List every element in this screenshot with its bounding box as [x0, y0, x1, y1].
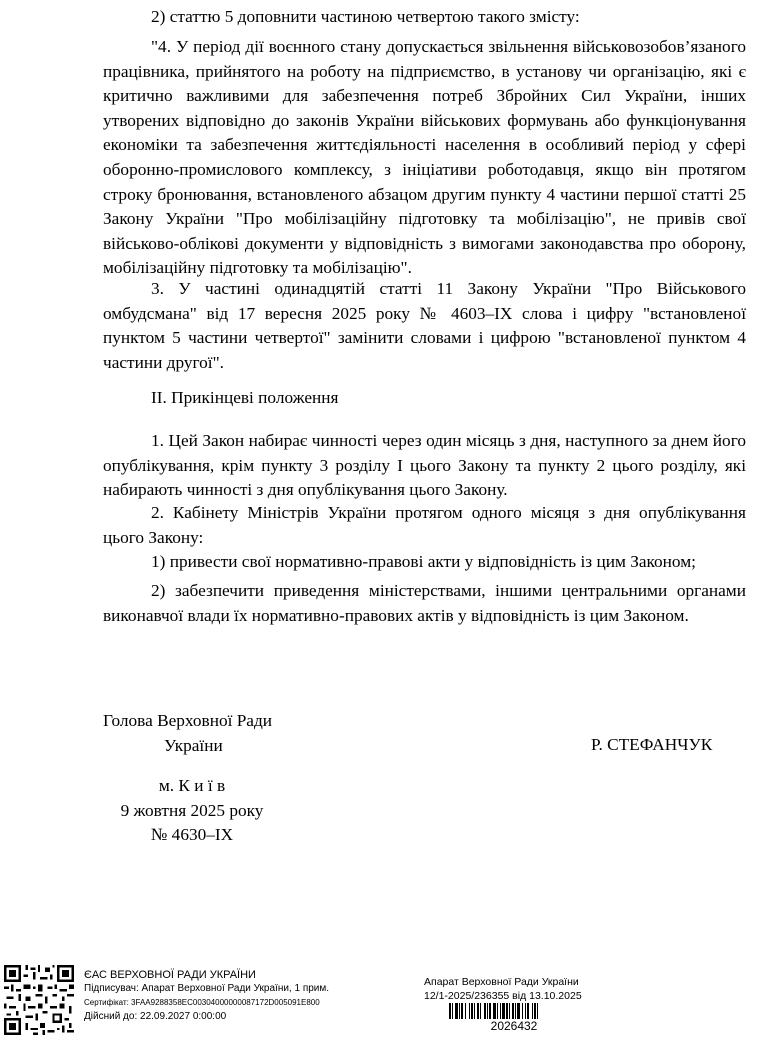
registration-org: Апарат Верховної Ради України	[424, 976, 579, 988]
city: м. К и ї в	[158, 776, 226, 795]
qr-code-icon	[4, 965, 74, 1035]
paragraph-final-1: 1. Цей Закон набирає чинності через один місяць з дня, наступного за днем його опублікування, крім пункту 3 розділу І цього Закону та пункту 2 цього розділу, які набирають чинності з дня опублікування цього Закону.	[103, 431, 746, 500]
signature-title-line1: Голова Верховної Ради	[103, 711, 273, 730]
law-date: 9 жовтня 2025 року	[120, 800, 264, 820]
esig-valid-until: Дійсний до: 22.09.2027 0:00:00	[84, 1011, 227, 1022]
paragraph-article5-intro: 2) статтю 5 доповнити частиною четвертою такого змісту:	[151, 7, 580, 26]
esig-certificate: Сертифікат: 3FAA9288358EC00304000000087172D005091E800	[84, 998, 320, 1007]
paragraph-final-2-2: 2) забезпечити приведення міністерствами, іншими центральними органами виконавчої влади їх нормативно-правових актів у відповідність із цим Законом.	[103, 581, 746, 625]
law-number: № 4630–IX	[150, 825, 234, 845]
paragraph-item3: 3. У частині одинадцятій статті 11 Закону України "Про Військового омбудсмана" від 17 вересня 2025 року № 4603–IX слова і цифру "встановленої пунктом 5 частини четвертої" замінити словами і цифрою "встановленої пунктом 4 частини другої".	[103, 279, 746, 372]
electronic-signature-block	[84, 968, 329, 1024]
barcode-icon	[449, 1003, 579, 1019]
paragraph-final-2: 2. Кабінету Міністрів України протягом одного місяця з дня опублікування цього Закону:	[103, 503, 746, 547]
section-heading-final-provisions: ІІ. Прикінцеві положення	[151, 388, 339, 407]
paragraph-part4-text: "4. У період дії воєнного стану допускається звільнення військовозобов’язаного працівника, прийнятого на роботу на підприємство, в установу чи організацію, які є критично важливими для забезпечення потреб Збройних Сил України, інших утворених відповідно до законів України військових формувань або функціонування економіки та забезпечення життєдіяльності населення в особливий період у сфері оборонно-промислового комплексу, з ініціативи роботодавця, якщо він протягом строку бронювання, встановленого абзацом другим пункту 4 частини першої статті 25 Закону України "Про мобілізаційну підготовку та мобілізацію", не привів свої військово-облікові документи у відповідність з вимогами законодавства про оборону, мобілізаційну підготовку та мобілізацію".	[103, 37, 746, 278]
esig-signer: Підписувач: Апарат Верховної Ради України, 1 прим.	[84, 983, 330, 994]
signature-name: Р. СТЕФАНЧУК	[591, 735, 713, 754]
signature-title	[103, 709, 272, 758]
registration-block	[424, 976, 582, 1003]
paragraph-final-2-1: 1) привести свої нормативно-правові акти у відповідність із цим Законом;	[151, 552, 696, 571]
signature-title-line2: України	[164, 735, 223, 755]
place-date-number	[116, 774, 268, 848]
registration-number: 12/1-2025/236355 від 13.10.2025	[424, 989, 582, 1002]
barcode-number: 2026432	[490, 1019, 538, 1033]
esig-org: ЄАС ВЕРХОВНОЇ РАДИ УКРАЇНИ	[84, 969, 256, 981]
